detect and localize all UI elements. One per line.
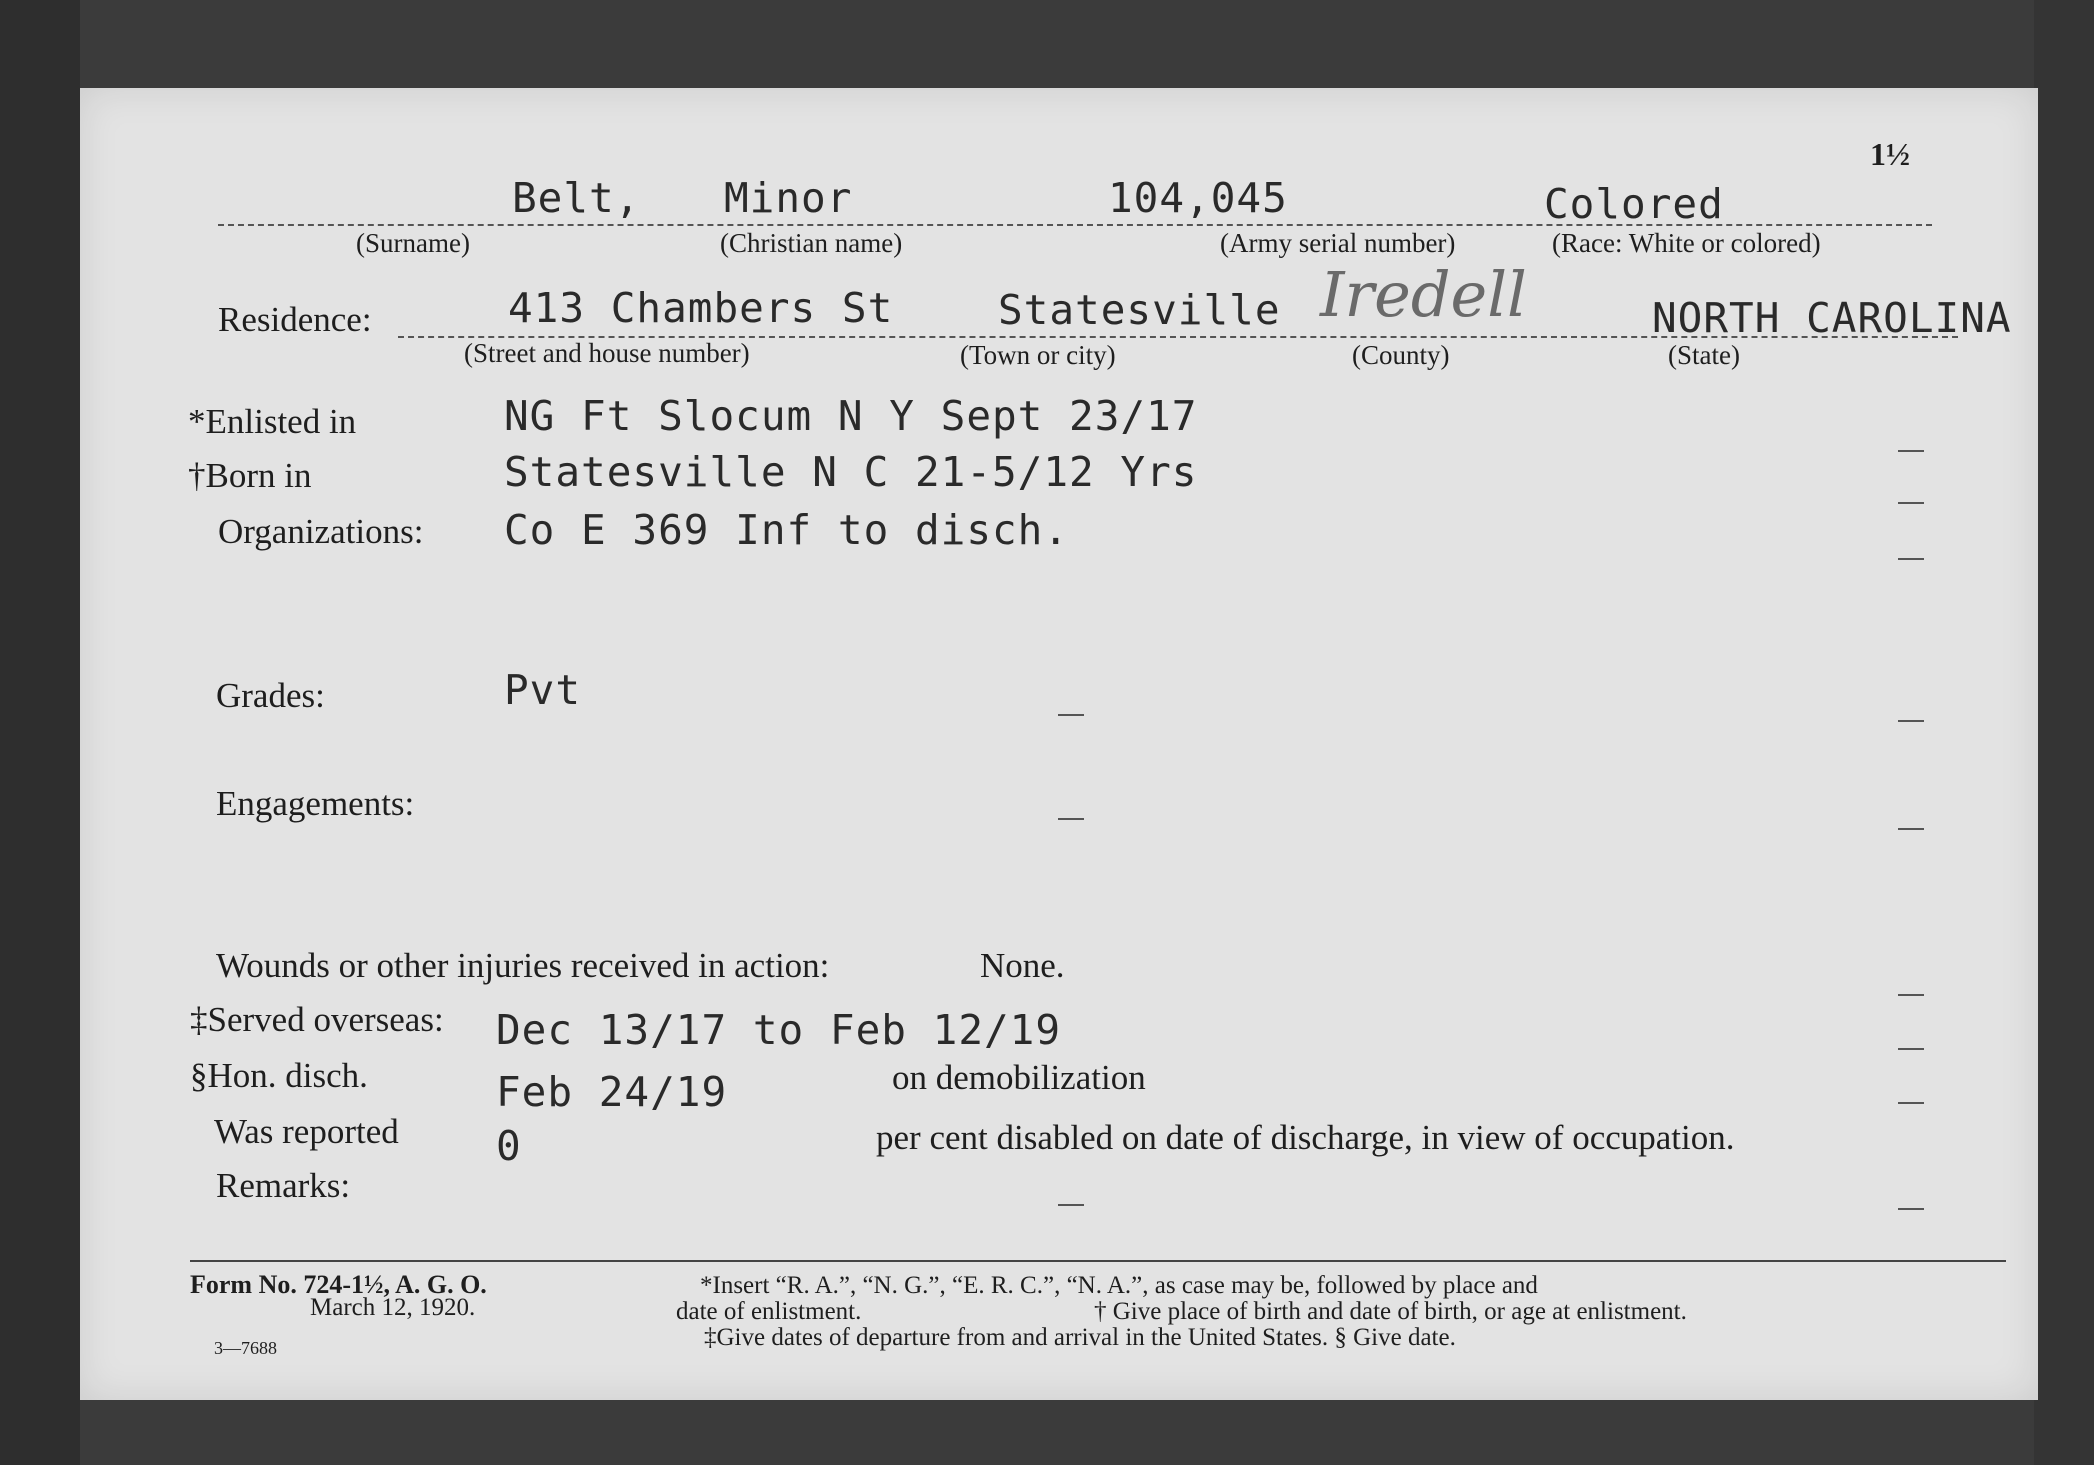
margin-dash	[1898, 450, 1924, 452]
state-caption: (State)	[1668, 340, 1740, 370]
margin-dash	[1058, 818, 1084, 820]
form-date: March 12, 1920.	[310, 1294, 476, 1321]
grades-value: Pvt	[504, 666, 582, 714]
footer-rule	[190, 1260, 2006, 1262]
footnote-enlistment: date of enlistment.	[676, 1298, 862, 1325]
enlisted-label: *Enlisted in	[188, 402, 357, 441]
wounds-value: None.	[980, 946, 1065, 985]
scan-border-right	[2034, 0, 2094, 1465]
residence-county: Iredell	[1320, 258, 1527, 331]
reported-label: Was reported	[214, 1112, 399, 1151]
reported-note: per cent disabled on date of discharge, in view of occupation.	[876, 1118, 1735, 1157]
born-value: Statesville N C 21-5/12 Yrs	[504, 448, 1198, 496]
serial-number-value: 104,045	[1108, 174, 1288, 222]
form-fraction: 1½	[1870, 136, 1910, 172]
enlisted-value: NG Ft Slocum N Y Sept 23/17	[504, 392, 1198, 440]
town-caption: (Town or city)	[960, 340, 1116, 370]
overseas-value: Dec 13/17 to Feb 12/19	[496, 1006, 1062, 1054]
race-caption: (Race: White or colored)	[1552, 228, 1821, 258]
footnote-birth: † Give place of birth and date of birth, or age at enlistment.	[1094, 1298, 1687, 1325]
margin-dash	[1898, 502, 1924, 504]
residence-label: Residence:	[218, 300, 372, 339]
print-code: 3—7688	[214, 1338, 277, 1358]
footnote-overseas: ‡Give dates of departure from and arrival in the United States. § Give date.	[704, 1324, 1456, 1351]
footnote-insert: *Insert “R. A.”, “N. G.”, “E. R. C.”, “N. A.”, as case may be, followed by place and	[700, 1272, 1538, 1299]
born-label: †Born in	[188, 456, 312, 495]
margin-dash	[1898, 720, 1924, 722]
hon-disch-label: §Hon. disch.	[190, 1056, 368, 1095]
residence-town: Statesville	[998, 286, 1281, 334]
surname-value: Belt,	[512, 174, 641, 222]
wounds-label: Wounds or other injuries received in action:	[216, 946, 830, 985]
christian-name-caption: (Christian name)	[720, 228, 903, 258]
service-record-card	[80, 88, 2038, 1400]
form-number: Form No. 724-1½, A. G. O.	[190, 1270, 487, 1299]
remarks-label: Remarks:	[216, 1166, 351, 1205]
street-caption: (Street and house number)	[464, 338, 750, 368]
christian-name-value: Minor	[724, 174, 853, 222]
residence-street: 413 Chambers St	[508, 284, 894, 332]
organizations-label: Organizations:	[218, 512, 424, 551]
overseas-label: ‡Served overseas:	[190, 1000, 444, 1039]
name-rule	[218, 224, 1932, 226]
scan-border-left	[0, 0, 80, 1465]
margin-dash	[1898, 994, 1924, 996]
reported-value: 0	[496, 1122, 522, 1170]
margin-dash	[1058, 714, 1084, 716]
margin-dash	[1898, 1048, 1924, 1050]
margin-dash	[1058, 1204, 1084, 1206]
margin-dash	[1898, 558, 1924, 560]
margin-dash	[1898, 1102, 1924, 1104]
organizations-value: Co E 369 Inf to disch.	[504, 506, 1070, 554]
surname-caption: (Surname)	[356, 228, 470, 258]
grades-label: Grades:	[216, 676, 325, 715]
hon-disch-value: Feb 24/19	[496, 1068, 728, 1116]
county-caption: (County)	[1352, 340, 1450, 370]
residence-state: NORTH CAROLINA	[1652, 294, 2012, 342]
margin-dash	[1898, 1208, 1924, 1210]
margin-dash	[1898, 828, 1924, 830]
race-value: Colored	[1544, 180, 1724, 228]
serial-caption: (Army serial number)	[1220, 228, 1456, 258]
hon-disch-note: on demobilization	[892, 1058, 1146, 1097]
engagements-label: Engagements:	[216, 784, 415, 823]
